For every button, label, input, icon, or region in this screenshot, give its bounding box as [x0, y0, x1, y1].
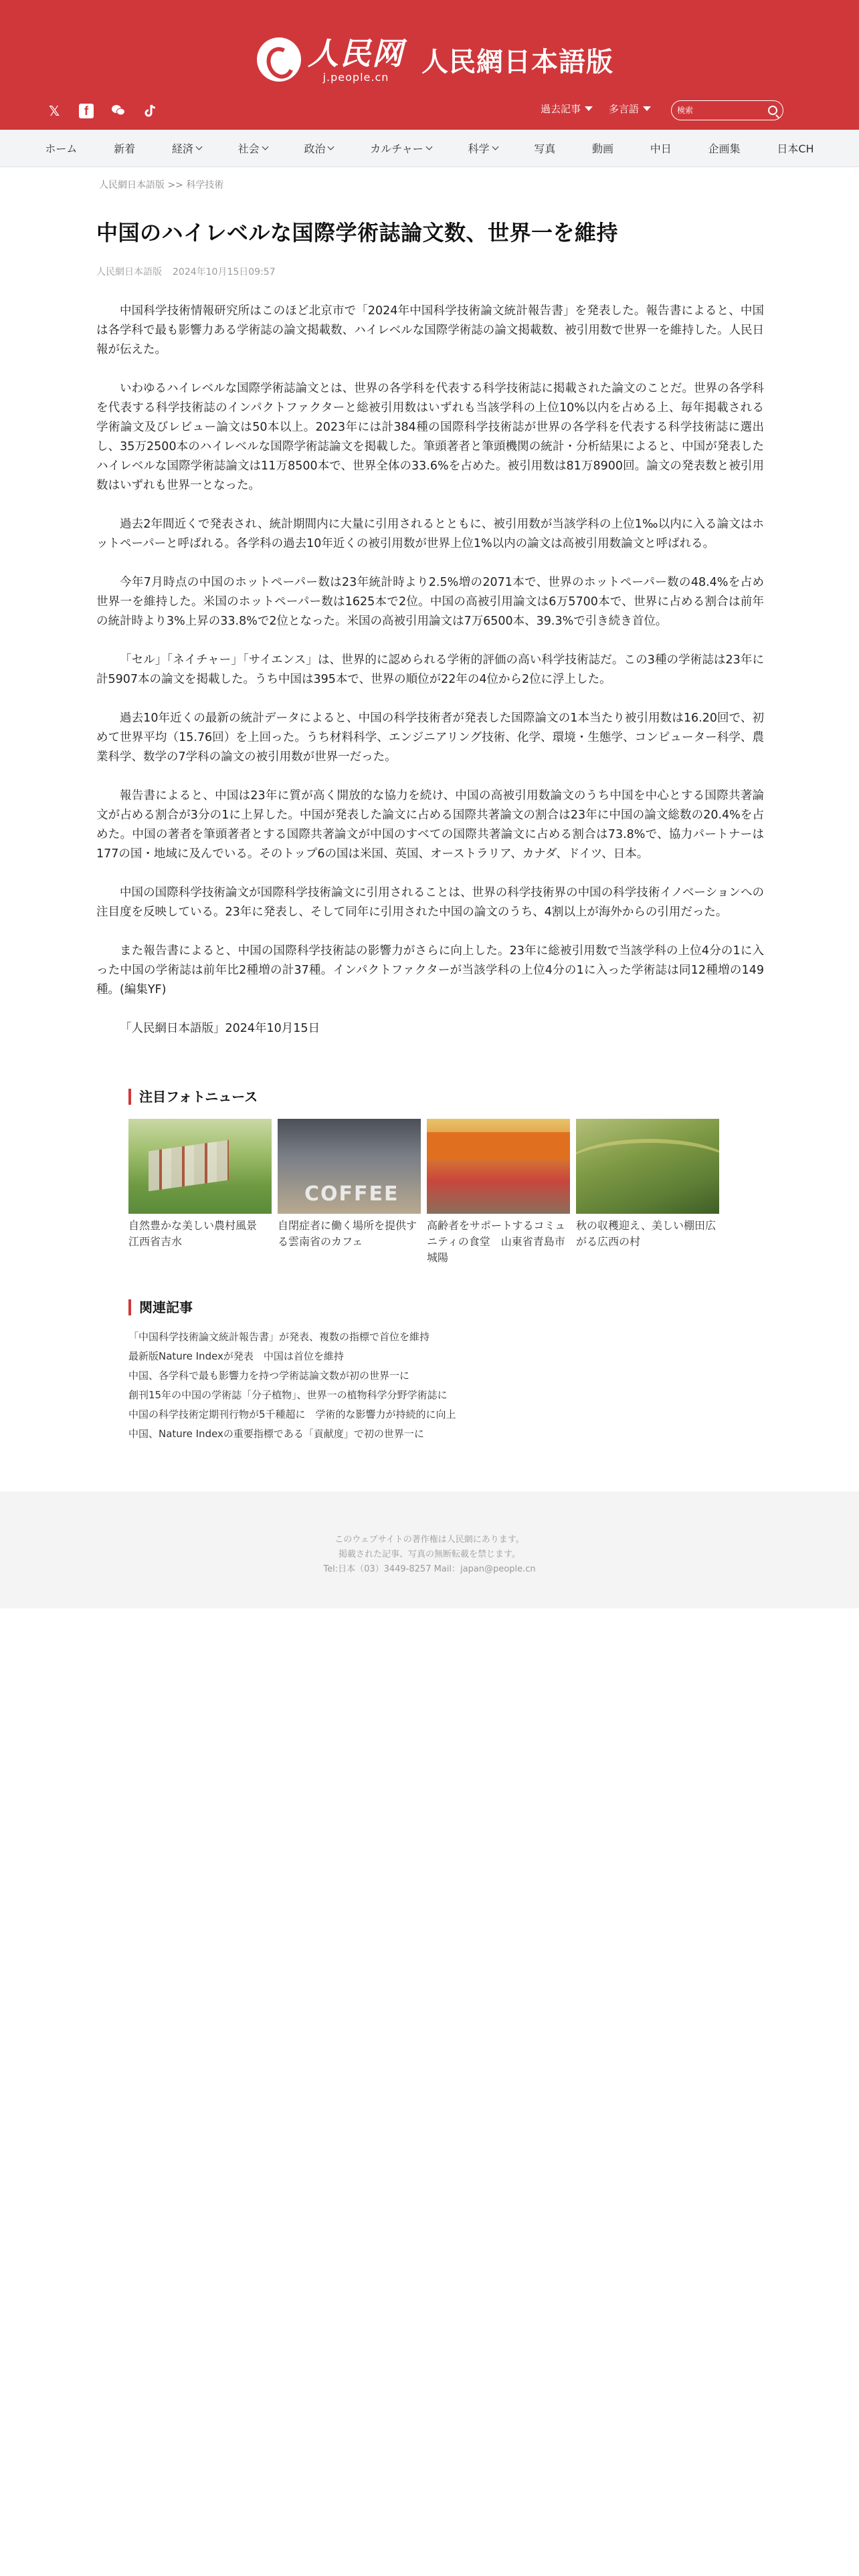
article-date: 2024年10月15日09:57	[173, 267, 276, 278]
related-list	[128, 1327, 456, 1444]
related-link[interactable]: 「中国科学技術論文統計報告書」が発表、複数の指標で首位を維持	[128, 1331, 430, 1343]
photo-news-heading: 注目フォトニュース	[128, 1089, 258, 1105]
site-header	[0, 0, 859, 130]
nav-label: 企画集	[708, 142, 741, 155]
terraced-fields-image[interactable]	[576, 1119, 719, 1214]
photo-caption[interactable]: 自閉症者に働く場所を提供する雲南省のカフェ	[278, 1219, 417, 1248]
related-heading: 関連記事	[128, 1299, 193, 1315]
photo-news-item[interactable]	[576, 1119, 719, 1266]
chevron-down-icon	[328, 144, 335, 150]
breadcrumb-section-link[interactable]: 科学技術	[186, 180, 224, 191]
rural-landscape-image[interactable]	[128, 1119, 272, 1214]
main-nav	[0, 130, 859, 167]
footer-notice: 掲載された記事、写真の無断転載を禁じます。	[339, 1549, 520, 1560]
footer-contact: Tel:日本（03）3449-8257 Mail：japan@people.cn	[323, 1564, 536, 1574]
nav-item-latest[interactable]	[114, 140, 135, 156]
article-meta	[96, 265, 276, 278]
past-articles-menu[interactable]	[541, 102, 593, 116]
languages-label: 多言語	[609, 103, 640, 115]
photo-news-grid	[128, 1119, 719, 1266]
search-box	[671, 100, 783, 120]
related-link[interactable]: 中国、Nature Indexの重要指標である「貢献度」で初の世界一に	[128, 1428, 424, 1440]
related-link[interactable]: 創刊15年の中国の学術誌「分子植物」、世界一の植物科学分野学術誌に	[128, 1389, 448, 1401]
nav-label: 科学	[468, 142, 490, 155]
nav-item-japan-ch[interactable]	[777, 140, 814, 156]
languages-menu[interactable]	[609, 102, 651, 116]
wechat-icon[interactable]	[111, 104, 126, 118]
article-paragraph: 報告書によると、中国は23年に質が高く開放的な協力を続け、中国の高被引用数論文のうち中国を中心とする国際共著論文が占める割合が3分の1に上昇した。中国が発表した論文に占める国際共著論文の割合は23年に中国の論文総数の20.4%を占めた。中国の著者を筆頭著者とする国際共著論文が中国のすべての国際共著論文に占める割合は73.8%で、協力パートナーは177の国・地域に及んでいる。そのトップ6の国は米国、英国、オーストラリア、カナダ、ドイツ、日本。	[96, 789, 764, 861]
people-logo-icon	[257, 37, 301, 82]
social-links	[47, 104, 158, 118]
footer-copyright: このウェブサイトの著作権は人民網にあります。	[335, 1535, 524, 1545]
article-paragraph: 過去2年間近くで発表され、統計期間内に大量に引用されるとともに、被引用数が当該学科の上位1‰以内に入る論文はホットペーパーと呼ばれる。各学科の過去10年近くの被引用数が世界上位1%以内の論文は高被引用数論文と呼ばれる。	[96, 518, 764, 550]
nav-label: 経済	[171, 142, 193, 155]
photo-caption[interactable]: 自然豊かな美しい農村風景 江西省吉水	[128, 1219, 268, 1248]
caret-down-icon	[585, 106, 593, 111]
article-title: 中国のハイレベルな国際学術誌論文数、世界一を維持	[96, 220, 619, 245]
past-articles-label: 過去記事	[541, 103, 581, 115]
facebook-icon[interactable]: f	[79, 104, 94, 118]
nav-item-politics[interactable]	[304, 140, 333, 156]
article-paragraph: いわゆるハイレベルな国際学術誌論文とは、世界の各学科を代表する科学技術誌に掲載された論文のことだ。世界の各学科を代表する科学技術誌のインパクトファクターと総被引用数はいずれも当該学科の上位10%以内を占める上、毎年掲載される学術論文及びレビュー論文は50本以上。2023年には計384種の国際科学技術誌が世界の各学科を代表する科学技術誌に選出し、35万2500本のハイレベルな国際学術誌論文を掲載した。筆頭著者と筆頭機関の統計・分析結果によると、中国が発表したハイレベルな国際学術誌論文は11万8500本で、世界全体の33.6%を占めた。被引用数は81万8900回。論文の発表数と被引用数はいずれも世界一となった。	[96, 382, 764, 492]
photo-news-item[interactable]	[427, 1119, 570, 1266]
site-footer	[0, 1491, 859, 1608]
article-paragraph: 過去10年近くの最新の統計データによると、中国の科学技術者が発表した国際論文の1本当たり被引用数は16.20回で、初めて世界平均（15.76回）を上回った。うち材料科学、エンジニアリング技術、化学、環境・生態学、コンピューター科学、農業科学、数学の7学科の論文の被引用数が世界一だった。	[96, 712, 764, 764]
photo-caption[interactable]: 秋の収穫迎え、美しい棚田広がる広西の村	[576, 1219, 716, 1248]
article-paragraph: また報告書によると、中国の国際科学技術誌の影響力がさらに向上した。23年に総被引用数で当該学科の上位4分の1に入った中国の学術誌は前年比2種増の計37種。インパクトファクターが当該学科の上位4分の1に入った学術誌は同12種増の149種。(編集YF)	[96, 944, 764, 996]
nav-label: 動画	[592, 142, 614, 155]
nav-label: 新着	[114, 142, 136, 155]
article-source: 人民網日本語版	[96, 267, 162, 278]
site-logo[interactable]	[257, 23, 613, 96]
related-link[interactable]: 中国、各学科で最も影響力を持つ学術誌論文数が初の世界一に	[128, 1370, 410, 1382]
article-paragraph: 今年7月時点の中国のホットペーパー数は23年統計時より2.5%増の2071本で、世界のホットペーパー数の48.4%を占め世界一を維持した。米国のホットペーパー数は1625本で2位。中国の高被引用論文は6万5700本で、世界に占める割合は前年の統計時より3%上昇の33.8%で2位となった。米国の高被引用論文は7万6500本、39.3%で引き続き首位。	[96, 576, 764, 628]
nav-label: 写真	[534, 142, 556, 155]
search-icon[interactable]	[768, 106, 777, 115]
x-icon[interactable]: 𝕏	[48, 103, 60, 119]
article-paragraph: 中国の国際科学技術論文が国際科学技術論文に引用されることは、世界の科学技術界の中国の科学技術イノベーションへの注目度を反映している。23年に発表し、そして同年に引用された中国の論文のうち、4割以上が海外からの引用だった。	[96, 886, 764, 919]
nav-label: 日本CH	[777, 142, 814, 155]
nav-item-economy[interactable]	[172, 140, 201, 156]
nav-label: ホーム	[45, 142, 78, 155]
photo-news-item[interactable]	[278, 1119, 421, 1266]
related-link[interactable]: 中国の科学技術定期刊行物が5千種超に 学術的な影響力が持続的に向上	[128, 1408, 456, 1420]
article-dateline: 「人民網日本語版」2024年10月15日	[120, 1022, 320, 1035]
nav-label: 社会	[237, 142, 260, 155]
cafe-image[interactable]	[278, 1119, 421, 1214]
photo-news-item[interactable]	[128, 1119, 272, 1266]
chevron-down-icon	[195, 144, 202, 150]
nav-item-photos[interactable]	[534, 140, 555, 156]
nav-item-science[interactable]	[468, 140, 497, 156]
article-paragraph: 「セル」「ネイチャー」「サイエンス」は、世界的に認められる学術的評価の高い科学技術誌だ。この3種の学術誌は23年に計5907本の論文を掲載した。うち中国は395本で、世界の順位が22年の4位から2位に浮上した。	[96, 653, 764, 686]
nav-item-culture[interactable]	[370, 140, 432, 156]
article-paragraph: 中国科学技術情報研究所はこのほど北京市で「2024年中国科学技術論文統計報告書」を発表した。報告書によると、中国は各学科で最も影響力ある学術誌の論文掲載数、ハイレベルな国際学術誌の論文掲載数、被引用数で世界一を維持した。人民日報が伝えた。	[96, 304, 764, 356]
logo-url-text: j.people.cn	[322, 71, 389, 84]
caret-down-icon	[643, 106, 651, 111]
chevron-down-icon	[492, 144, 498, 150]
nav-label: 中日	[650, 142, 672, 155]
nav-item-society[interactable]	[238, 140, 268, 156]
nav-label: 政治	[304, 142, 326, 155]
search-input[interactable]	[677, 106, 761, 115]
photo-caption[interactable]: 高齢者をサポートするコミュニティの食堂 山東省青島市城陽	[427, 1219, 566, 1264]
related-link[interactable]: 最新版Nature Indexが発表 中国は首位を維持	[128, 1350, 344, 1362]
logo-chinese-text: 人民网	[308, 35, 404, 72]
article-body	[96, 302, 764, 1058]
nav-item-home[interactable]	[45, 140, 77, 156]
tiktok-icon[interactable]	[143, 104, 158, 118]
nav-item-features[interactable]	[708, 140, 741, 156]
nav-item-china-japan[interactable]	[650, 140, 672, 156]
breadcrumb-separator: >>	[167, 180, 183, 191]
chevron-down-icon	[262, 144, 268, 150]
breadcrumb-home-link[interactable]: 人民網日本語版	[99, 180, 165, 191]
nav-label: カルチャー	[370, 142, 423, 155]
nav-item-videos[interactable]	[592, 140, 613, 156]
breadcrumb	[99, 178, 223, 191]
site-name: 人民網日本語版	[421, 46, 613, 78]
chevron-down-icon	[425, 144, 432, 150]
community-canteen-image[interactable]	[427, 1119, 570, 1214]
